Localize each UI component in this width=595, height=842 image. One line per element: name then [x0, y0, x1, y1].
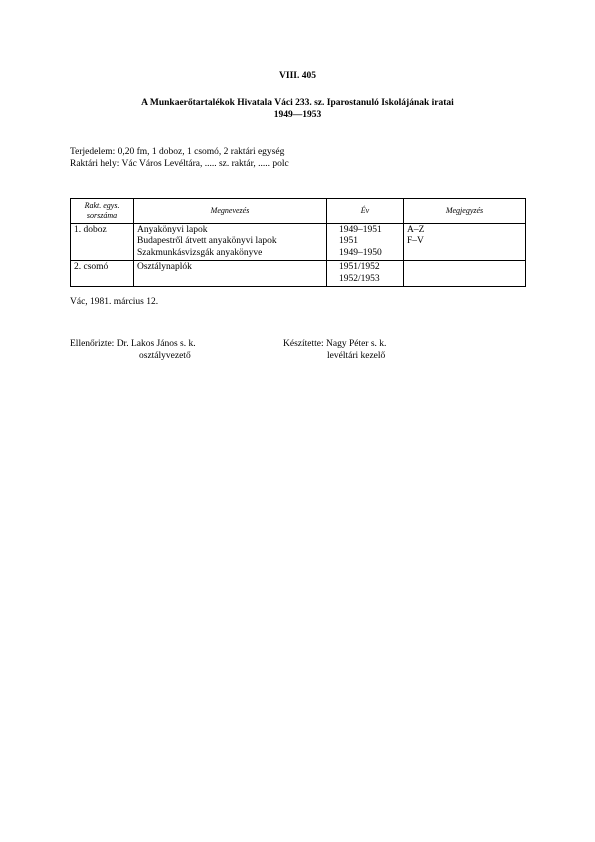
- document-date: Vác, 1981. március 12.: [70, 297, 159, 307]
- name-entry: Budapestről átvett anyakönyvi lapok: [137, 236, 277, 247]
- table-row: [71, 261, 526, 287]
- year-entry: 1949–1951: [339, 225, 382, 235]
- note-entry: A–Z: [407, 225, 425, 235]
- signature-role: levéltári kezelő: [327, 351, 386, 362]
- title-years: 1949—1953: [273, 110, 322, 121]
- year-entry: 1952/1953: [339, 273, 380, 284]
- signature-prepared: [283, 338, 386, 363]
- year-entry: 1949–1950: [339, 247, 382, 258]
- title-line: A Munkaerőtartalékok Hivatala Váci 233. sz. Iparostanuló Iskolájának iratai: [141, 98, 454, 108]
- location-text: Raktári hely: Vác Város Levéltára, ..... sz. raktár, ..... polc: [70, 159, 289, 170]
- table-header-row: [71, 199, 526, 224]
- signature-line: Ellenőrizte: Dr. Lakos János s. k.: [70, 339, 196, 349]
- cell-unit: 1. doboz: [71, 224, 134, 261]
- cell-years: [327, 224, 404, 261]
- name-entry: Anyakönyvi lapok: [137, 225, 208, 235]
- header-name: Megnevezés: [134, 199, 327, 224]
- year-entry: 1951: [339, 236, 358, 247]
- year-entry: 1951/1952: [339, 262, 380, 273]
- inventory-table: [70, 198, 526, 287]
- cell-notes: [404, 261, 526, 287]
- cell-notes: [404, 224, 526, 261]
- cell-names: [134, 261, 327, 287]
- table-row: [71, 224, 526, 261]
- fond-metadata: [70, 146, 525, 171]
- header-unit: Rakt. egys. sorszáma: [71, 199, 134, 224]
- cell-years: [327, 261, 404, 287]
- signature-role: osztályvezető: [139, 351, 191, 362]
- fond-code: VIII. 405: [279, 71, 316, 81]
- cell-names: [134, 224, 327, 261]
- signature-checked: [70, 338, 196, 363]
- header-year: Év: [327, 199, 404, 224]
- note-entry: F–V: [407, 236, 424, 247]
- cell-unit: 2. csomó: [71, 261, 134, 287]
- name-entry: Osztálynaplók: [137, 262, 192, 273]
- name-entry: Szakmunkásvizsgák anyakönyve: [137, 247, 263, 258]
- extent-text: Terjedelem: 0,20 fm, 1 doboz, 1 csomó, 2 raktári egység: [70, 147, 285, 157]
- signature-line: Készítette: Nagy Péter s. k.: [283, 339, 387, 349]
- document-title: [70, 97, 525, 122]
- header-note: Megjegyzés: [404, 199, 526, 224]
